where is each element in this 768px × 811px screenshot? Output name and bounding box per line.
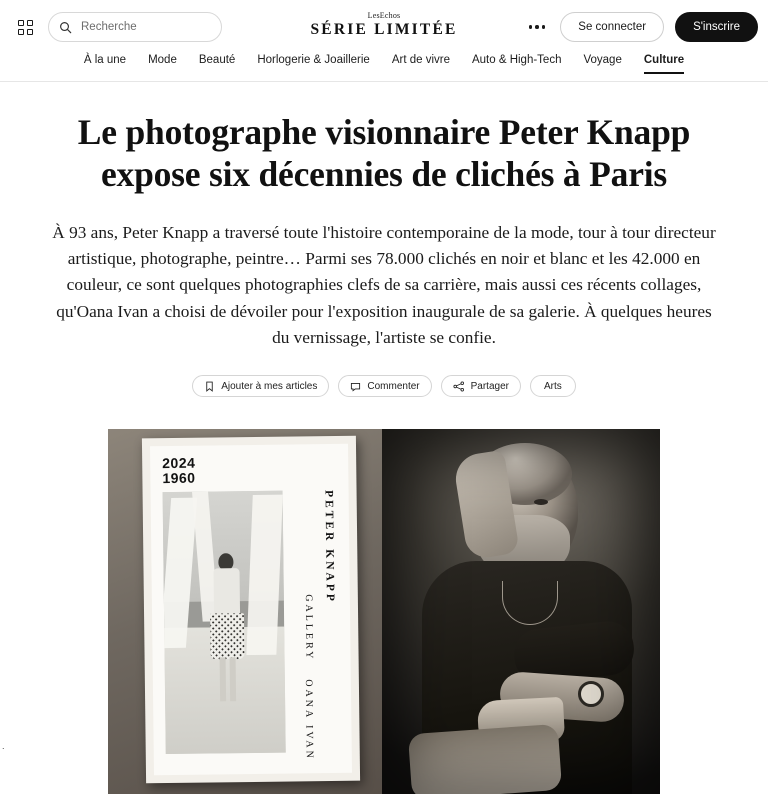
hero-photo-content [108,429,660,794]
poster-year-start: 1960 [162,469,196,486]
grid-icon-glyph [18,20,33,35]
share-button[interactable] [441,375,521,397]
signup-button[interactable]: S'inscrire [675,12,758,42]
exhibition-poster [142,436,360,784]
nav-item-beaute[interactable]: Beauté [198,54,236,66]
poster-artist-name: PETER KNAPP [322,490,336,605]
grid-icon[interactable] [10,12,40,42]
brand-logo[interactable] [310,12,457,38]
brand-name: SÉRIE LIMITÉE [310,21,458,38]
comment-label: Commenter [367,380,420,392]
model-torso [213,568,240,616]
article [0,112,768,794]
poster-years [162,456,196,486]
ellipsis-icon[interactable] [525,19,550,35]
nav-item-mode[interactable]: Mode [148,54,177,66]
nav-item-auto-high-tech[interactable]: Auto & High-Tech [471,54,562,66]
brand-kicker: LesEchos [367,11,401,20]
save-article-label: Ajouter à mes articles [221,380,318,392]
search-input[interactable] [79,20,211,34]
share-icon [453,381,465,392]
poster-beach-photo [163,491,286,754]
comment-button[interactable] [338,375,431,397]
nav-item-horlogerie-joaillerie[interactable]: Horlogerie & Joaillerie [257,54,370,66]
site-header [0,0,768,54]
login-button[interactable]: Se connecter [560,12,664,42]
model-leg [220,657,227,701]
poster-year-end: 2024 [162,454,196,472]
model-skirt [210,613,245,659]
article-hero-photo [108,429,660,794]
save-article-button[interactable] [192,375,329,397]
footer-marker: . [2,741,5,751]
tag-arts[interactable] [530,375,576,397]
portrait-vignette [382,429,660,794]
bookmark-icon [204,381,215,392]
poster-inner [150,444,352,775]
header-actions [525,12,758,42]
poster-photo-model [207,553,247,703]
comment-icon [350,381,361,392]
share-label: Partager [470,380,509,392]
photographer-portrait [382,429,660,794]
poster-on-table [108,429,382,794]
poster-gallery-owner: OANA IVAN [302,679,315,762]
nav-item-a-la-une[interactable]: À la une [83,54,127,66]
nav-item-art-de-vivre[interactable]: Art de vivre [391,54,450,66]
article-action-bar [24,375,744,397]
nav-item-voyage[interactable]: Voyage [583,54,622,66]
main-nav [0,54,768,82]
nav-item-culture[interactable]: Culture [644,54,684,74]
search-icon [59,21,72,34]
search-box[interactable] [48,12,222,42]
poster-gallery-word: GALLERY [302,594,315,662]
article-standfirst: À 93 ans, Peter Knapp a traversé toute l'histoire contemporaine de la mode, tour à tour directeur artistique, photographe, peintre… Parmi ses 78.000 clichés en noir et blanc et les 42.000 en couleur, ce sont quelques photographies clefs de sa carrière, mais aussi ces récents collages, qu'Oana Ivan a choisi de dévoiler pour l'exposition inaugurale de sa galerie. À quelques heures du vernissage, l'artiste se confie. [52,222,716,347]
tag-arts-label: Arts [543,380,562,392]
model-leg [230,657,237,701]
page-title: Le photographe visionnaire Peter Knapp expose six décennies de clichés à Paris [77,112,691,194]
